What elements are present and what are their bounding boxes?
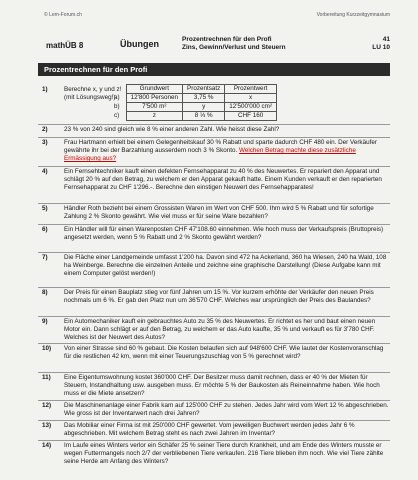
divider bbox=[38, 252, 390, 253]
question-5 bbox=[38, 205, 390, 221]
question-7 bbox=[38, 254, 390, 278]
column-header: Prozentwert bbox=[225, 85, 277, 94]
worksheet-header bbox=[0, 30, 418, 52]
divider bbox=[38, 316, 390, 317]
page-title: Übungen bbox=[120, 39, 159, 49]
question-text: Der Preis für einen Bauplatz stieg vor fünf Jahren um 15 %. Vor kurzem erhöhte der Verkäufer den neuen Preis nochmals um 6 %. Er gab den Platz nun um 36'570 CHF. Welches war ursprünglich der Preis des Baulandes? bbox=[64, 289, 374, 304]
question-text: Händler Roth bezieht bei einem Grossisten Waren im Wert von CHF 500. Ihm wird 5 % Rabatt und für sofortige Zahlung 2 % Skonto gewährt. Wie viel muss er für seine Ware bezahlen? bbox=[64, 205, 374, 220]
question-text: Eine Eigentumswohnung kostet 360'000 CHF. Der Besitzer muss damit rechnen, dass er 40 % der Mieten für Steuern, Instandhaltung usw. ausgeben muss. Er möchte 5 % der Baukosten als Reineinnahme haben. Wie hoch muss er die Miete ansetzen? bbox=[64, 374, 380, 397]
table-row bbox=[110, 103, 276, 112]
page-number: 41 bbox=[382, 36, 390, 43]
divider bbox=[38, 203, 390, 204]
topic-line-1: Prozentrechnen für den Profi bbox=[182, 36, 272, 43]
top-bar bbox=[0, 0, 418, 30]
topic-block bbox=[182, 36, 286, 52]
question-number: 4) bbox=[42, 168, 48, 175]
divider bbox=[38, 124, 390, 125]
table-cell: x bbox=[225, 94, 277, 103]
row-key: c) bbox=[114, 112, 120, 119]
question-number: 14) bbox=[42, 442, 52, 449]
section-title: Prozentrechnen für den Profi bbox=[38, 63, 390, 76]
question-number: 10) bbox=[42, 345, 52, 352]
question-text: 23 % von 240 sind gleich wie 8 % einer anderen Zahl. Wie heisst diese Zahl? bbox=[64, 126, 280, 133]
unit-label: LU 10 bbox=[372, 44, 390, 51]
question-13 bbox=[38, 422, 390, 438]
site-credit: © Lern-Forum.ch bbox=[44, 12, 82, 18]
question-text: Das Mobiliar einer Firma ist mit 250'000 CHF gewertet. Vom jeweiligen Buchwert werden jedes Jahr 6 % abgeschrieben. Mit welchem Betrag steht es nach zwei Jahren im Inventar? bbox=[64, 422, 355, 437]
question-number: 8) bbox=[42, 289, 48, 296]
question-number: 11) bbox=[42, 374, 51, 381]
table-row bbox=[110, 94, 276, 103]
table-cell: 7'500 m² bbox=[126, 103, 182, 112]
question-14 bbox=[38, 442, 390, 466]
question-text: Die Maschinenanlage einer Fabrik kam auf 125'000 CHF zu stehen. Jedes Jahr wird vom Wert 12 % abgeschrieben. Wie gross ist der Inventarwert nach drei Jahren? bbox=[64, 402, 389, 417]
divider bbox=[38, 343, 390, 344]
highlighted-question: Welchen Betrag machte diese zusätzliche Ermässigung aus? bbox=[64, 147, 356, 162]
subject-label: mathÜB 8 bbox=[46, 41, 84, 50]
question-10 bbox=[38, 345, 390, 361]
question-number: 6) bbox=[42, 226, 48, 233]
question-number: 1) bbox=[42, 86, 48, 93]
page-number-block bbox=[372, 36, 390, 52]
course-label: Vorbereitung Kurzzeitgymnasium bbox=[316, 12, 390, 18]
question-text-line-1: Berechne x, y und z! bbox=[64, 86, 122, 93]
question-6 bbox=[38, 226, 390, 242]
question-11 bbox=[38, 374, 390, 398]
table-cell: z bbox=[126, 112, 182, 121]
table-cell: 12'800 Personen bbox=[126, 94, 182, 103]
table-cell: 12'500'000 cm² bbox=[225, 103, 277, 112]
question-number: 13) bbox=[42, 422, 52, 429]
divider bbox=[38, 287, 390, 288]
table-cell: 8 ⅓ % bbox=[183, 112, 225, 121]
table-row bbox=[110, 112, 276, 121]
question-number: 2) bbox=[42, 126, 48, 133]
divider bbox=[38, 166, 390, 167]
divider bbox=[38, 372, 390, 373]
row-key: b) bbox=[114, 103, 120, 110]
table-cell: 3,75 % bbox=[183, 94, 225, 103]
divider bbox=[38, 224, 390, 225]
table-header-row bbox=[110, 85, 276, 94]
divider bbox=[38, 400, 390, 401]
question-12 bbox=[38, 402, 390, 418]
question-number: 5) bbox=[42, 205, 48, 212]
question-text-line-2: (mit Lösungsweg!) bbox=[64, 94, 116, 101]
question-8 bbox=[38, 289, 390, 305]
question-text: Ein Händler will für einen Warenposten CHF 47'108.60 einnehmen. Wie hoch muss der Verkaufspreis (Bruttopreis) angesetzt werden, wenn 5 % Rabatt und 2 % Skonto gewährt werden? bbox=[64, 226, 384, 241]
question-number: 7) bbox=[42, 254, 48, 261]
question-text: Ein Fernsehtechniker kauft einen defekten Fernsehapparat zu 40 % des Neuwertes. Er repariert den Apparat und schlägt 20 % auf den Betrag, zu welchem er den Apparat gekauft hatte. Einem Kunden verkauft er den reparierten Fernsehapparat zu CHF 1'296.-. Berechne den einstigen Neuwert des Fernsehapparates! bbox=[64, 168, 382, 191]
column-header: Grundwert bbox=[126, 85, 182, 94]
question-text: Die Fläche einer Landgemeinde umfasst 1'200 ha. Davon sind 472 ha Ackerland, 360 ha Wiesen, 240 ha Wald, 108 ha Weinberge. Berechne die einzelnen Anteile und zeichne eine graphische Darstellung! (Diese Aufgabe kann mit einem Computer gelöst werden!) bbox=[64, 254, 387, 277]
question-4 bbox=[38, 168, 390, 192]
question-3 bbox=[38, 139, 390, 163]
divider bbox=[38, 137, 390, 138]
question-text: Von einer Strasse sind 60 % gebaut. Die Kosten belaufen sich auf 948'600 CHF. Wie lautet der Kostenvoranschlag für die restlichen 42 km, wenn mit einer Teuerungszuschlag von 5 % gerechnet wird? bbox=[64, 345, 384, 360]
divider bbox=[38, 440, 390, 441]
question-text bbox=[64, 139, 390, 163]
question-2 bbox=[38, 126, 390, 134]
question-text: Ein Automechaniker kauft ein gebrauchtes Auto zu 35 % des Neuwertes. Er richtet es her und baut einen neuen Motor ein. Dann schlägt er auf den Betrag, zu welchem er das Auto kaufte, 35 % und verkauft es für 3'780 CHF. Welches ist der Neuwert des Autos? bbox=[64, 318, 376, 341]
row-key: a) bbox=[114, 94, 120, 101]
question-text: Im Laufe eines Winters verlor ein Schäfer 25 % seiner Tiere durch Krankheit, und am Ende des Winters musste er wegen Futtermangels noch 2/7 der verbliebenen Tiere verkaufen. 216 Tiere blieben ihm noch. Wie viel Tiere zählte seine Herde am Anfang des Winters? bbox=[64, 442, 384, 465]
question-number: 3) bbox=[42, 139, 48, 146]
table-cell: y bbox=[183, 103, 225, 112]
column-header: Prozentsatz bbox=[183, 85, 225, 94]
question-text-main: Frau Hartmann erhielt bei einem Gelegenheitskauf 30 % Rabatt und sparte dadurch CHF 480 ein. Der Verkäufer gewährte ihr bei der Barzahlung ausserdem noch 3 % Skonto. bbox=[64, 139, 377, 154]
percent-table bbox=[110, 84, 277, 121]
question-number: 12) bbox=[42, 402, 52, 409]
question-9 bbox=[38, 318, 390, 342]
divider bbox=[38, 420, 390, 421]
question-number: 9) bbox=[42, 318, 48, 325]
table-cell: CHF 160 bbox=[225, 112, 277, 121]
topic-line-2: Zins, Gewinn/Verlust und Steuern bbox=[182, 44, 286, 51]
